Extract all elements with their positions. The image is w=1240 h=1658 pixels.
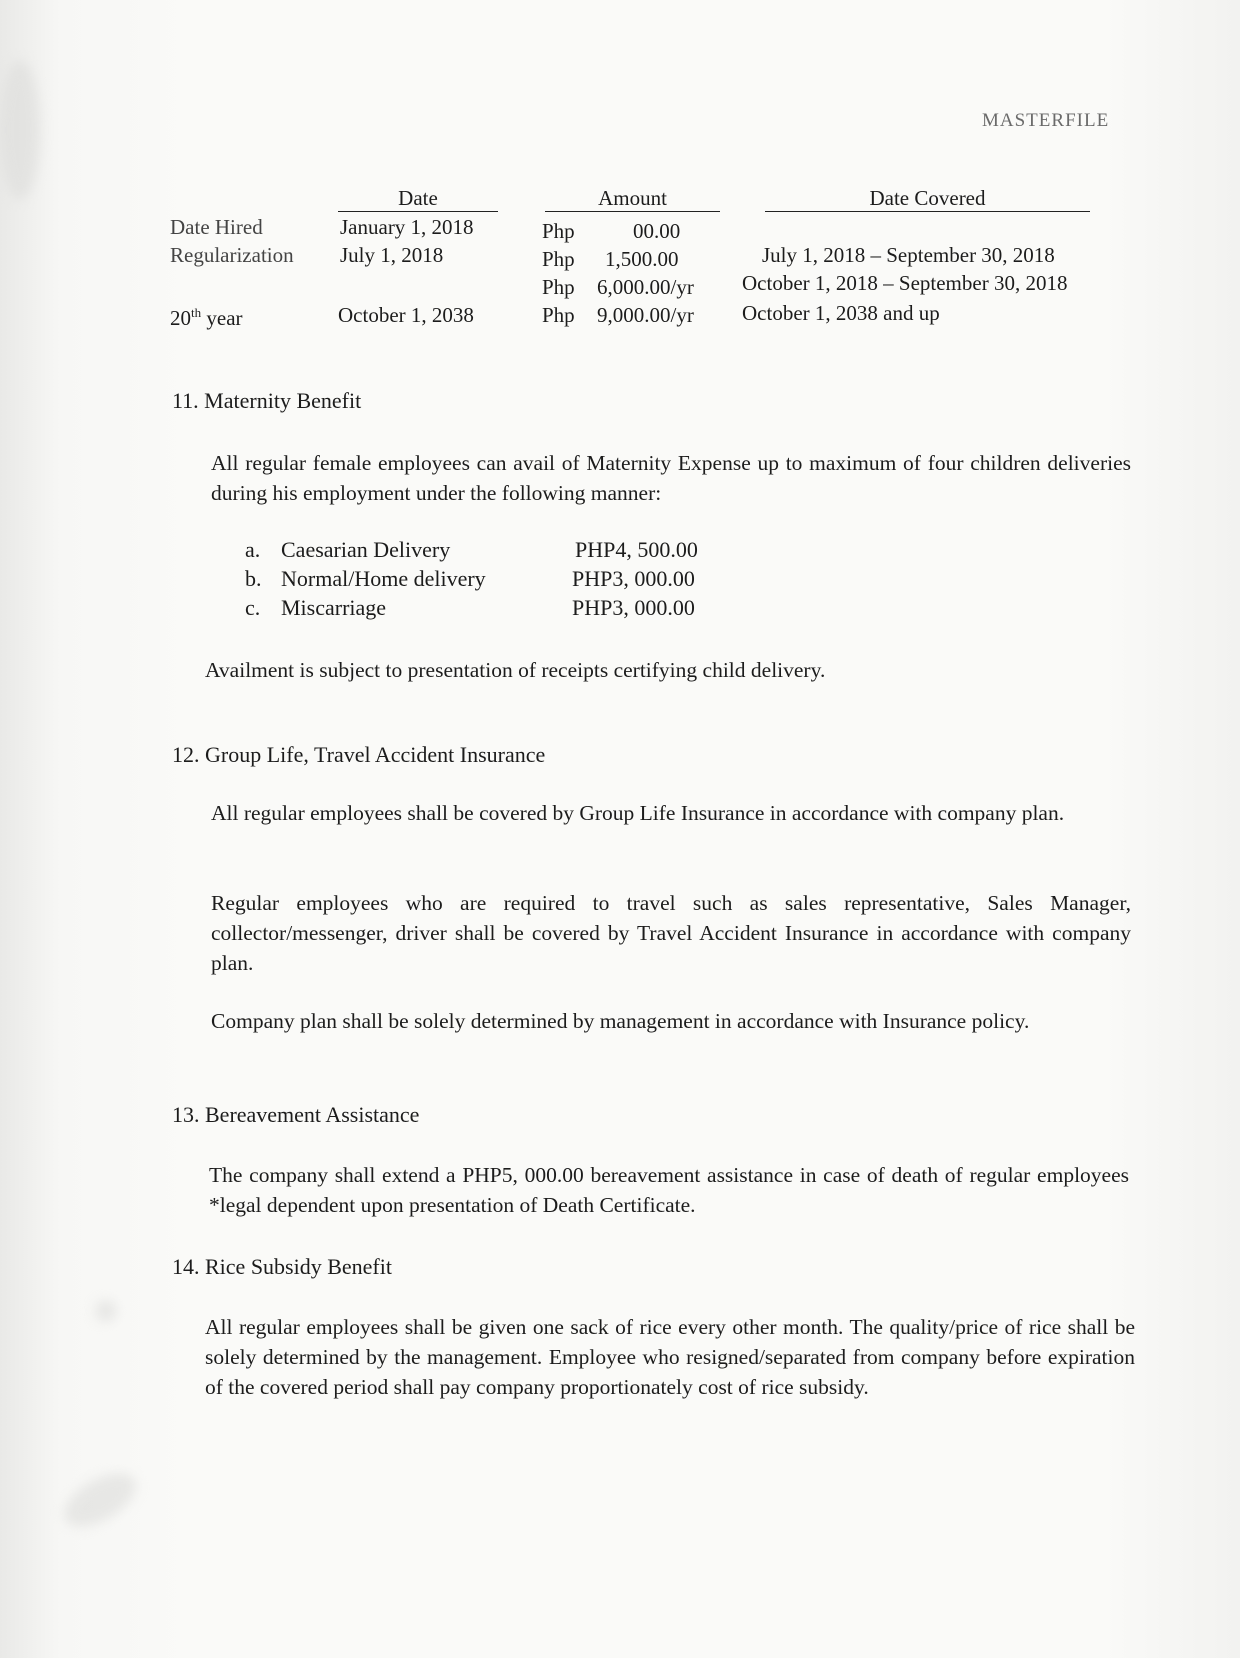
scan-smudge bbox=[95, 1300, 117, 1322]
column-header-date: Date bbox=[338, 185, 498, 212]
section-heading-bereavement: 13. Bereavement Assistance bbox=[172, 1102, 420, 1127]
section-heading-maternity: 11. Maternity Benefit bbox=[172, 388, 362, 413]
list-item-amount: PHP3, 000.00 bbox=[572, 595, 695, 620]
list-item-amount: PHP3, 000.00 bbox=[572, 566, 695, 591]
row-amount: 00.00 bbox=[633, 219, 681, 243]
insurance-paragraph-1: All regular employees shall be covered by Group Life Insurance in accordance with company plan. bbox=[211, 801, 1065, 825]
insurance-paragraph-3: Company plan shall be solely determined by management in accordance with Insurance policy. bbox=[211, 1009, 1030, 1033]
bereavement-paragraph: The company shall extend a PHP5, 000.00 bereavement assistance in case of death of regular employees *legal dependent upon presentation of Death Certificate. bbox=[209, 1163, 1129, 1217]
row-currency: Php bbox=[542, 275, 575, 299]
column-header-date-covered: Date Covered bbox=[765, 185, 1090, 212]
list-item-amount: PHP4, 500.00 bbox=[575, 537, 698, 562]
row-date-covered: October 1, 2038 and up bbox=[742, 301, 940, 325]
row-label: Regularization bbox=[170, 243, 294, 267]
row-date: January 1, 2018 bbox=[340, 215, 474, 239]
section-heading-rice-subsidy: 14. Rice Subsidy Benefit bbox=[172, 1254, 392, 1279]
row-label: Date Hired bbox=[170, 215, 263, 239]
row-currency: Php bbox=[542, 247, 575, 271]
masterfile-stamp: MASTERFILE bbox=[982, 110, 1110, 131]
row-date-covered: October 1, 2018 – September 30, 2018 bbox=[742, 271, 1068, 295]
list-item-label: Normal/Home delivery bbox=[281, 566, 486, 591]
row-currency: Php bbox=[542, 303, 575, 327]
insurance-paragraph-2: Regular employees who are required to travel such as sales representative, Sales Manager, collector/messenger, driver shall be covered by Travel Accident Insurance in accordance with company plan. bbox=[211, 891, 1131, 975]
row-amount: 9,000.00/yr bbox=[597, 303, 694, 327]
section-heading-insurance: 12. Group Life, Travel Accident Insurance bbox=[172, 742, 546, 767]
row-amount: 6,000.00/yr bbox=[597, 275, 694, 299]
maternity-intro: All regular female employees can avail of Maternity Expense up to maximum of four children deliveries during his employment under the following manner: bbox=[211, 451, 1131, 505]
list-marker: b. bbox=[245, 566, 262, 591]
rice-subsidy-paragraph: All regular employees shall be given one sack of rice every other month. The quality/price of rice shall be solely determined by the management. Employee who resigned/separated from company before expiration of the covered period shall pay company proportionately cost of rice subsidy. bbox=[205, 1315, 1135, 1399]
row-label: 20th year bbox=[170, 305, 243, 330]
row-date: July 1, 2018 bbox=[340, 243, 444, 267]
scan-smudge bbox=[0, 60, 40, 200]
list-marker: c. bbox=[245, 595, 261, 620]
row-date-covered: July 1, 2018 – September 30, 2018 bbox=[762, 243, 1055, 267]
maternity-note: Availment is subject to presentation of receipts certifying child delivery. bbox=[205, 658, 826, 682]
column-header-amount: Amount bbox=[545, 185, 720, 212]
row-currency: Php bbox=[542, 219, 575, 243]
list-item-label: Caesarian Delivery bbox=[281, 537, 451, 562]
scan-smudge bbox=[55, 1463, 144, 1538]
list-item-label: Miscarriage bbox=[281, 595, 387, 620]
row-date: October 1, 2038 bbox=[338, 303, 474, 327]
row-amount: 1,500.00 bbox=[605, 247, 679, 271]
list-marker: a. bbox=[245, 537, 261, 562]
